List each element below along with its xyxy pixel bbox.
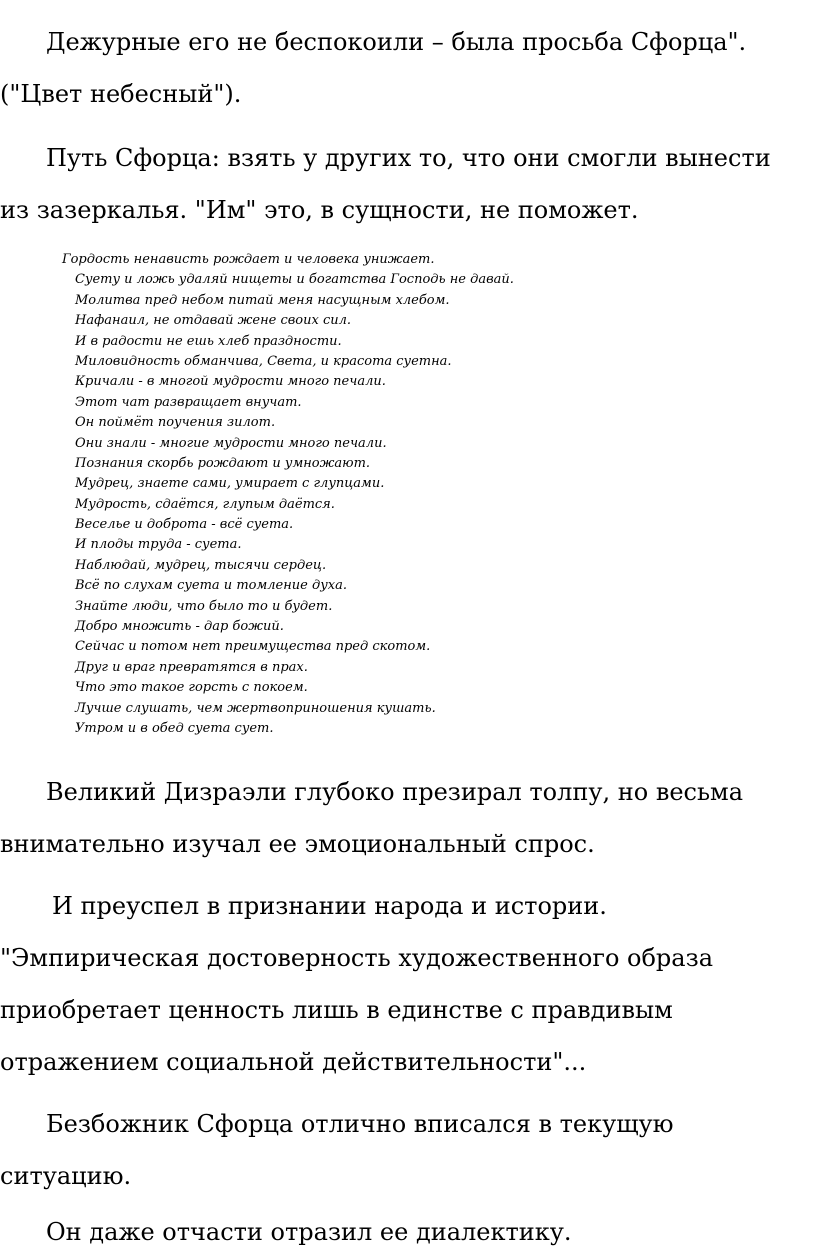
poem-line: Сейчас и потом нет преимущества пред скотом.	[75, 639, 431, 655]
poem-line: Этот чат развращает внучат.	[75, 394, 302, 410]
poem-line: Что это такое горсть с покоем.	[75, 680, 308, 696]
text-line: Путь Сфорца: взять у других то, что они смогли вынести	[46, 144, 771, 172]
poem-line: Утром и в обед суета сует.	[75, 720, 274, 736]
text-line: Безбожник Сфорца отлично вписался в текущую	[46, 1110, 674, 1138]
poem-line: Нафанаил, не отдавай жене своих сил.	[75, 313, 352, 329]
poem-line: Мудрость, сдаётся, глупым даётся.	[75, 496, 335, 512]
text-line: внимательно изучал ее эмоциональный спрос.	[0, 830, 595, 858]
poem-line: Они знали - многие мудрости много печали.	[75, 435, 387, 451]
paragraph-disraeli	[0, 766, 816, 870]
text-line: И преуспел в признании народа и истории.	[52, 892, 607, 920]
paragraph-duty	[0, 16, 816, 120]
poem-line: Познания скорбь рождают и умножают.	[75, 455, 371, 471]
poem-line: Друг и враг превратятся в прах.	[75, 659, 308, 675]
text-line: Великий Дизраэли глубоко презирал толпу, но весьма	[46, 778, 744, 806]
poem-line: Всё по слухам суета и томление духа.	[75, 578, 347, 594]
poem-block	[0, 250, 816, 739]
poem-line: Мудрец, знаете сами, умирает с глупцами.	[75, 476, 385, 492]
paragraph-sforza-path	[0, 132, 816, 236]
text-line: Он даже отчасти отразил ее диалектику.	[46, 1218, 572, 1246]
poem-line: Гордость ненависть рождает и человека унижает.	[62, 252, 435, 267]
poem-line: И в радости не ешь хлеб праздности.	[75, 333, 342, 349]
text-line: из зазеркалья. "Им" это, в сущности, не поможет.	[0, 196, 639, 224]
poem-line: Лучше слушать, чем жертвоприношения кушать.	[75, 700, 436, 716]
text-line: "Эмпирическая достоверность художественного образа	[0, 944, 714, 972]
poem-line: Суету и ложь удаляй нищеты и богатства Господь не давай.	[75, 272, 514, 288]
poem-line: И плоды труда - суета.	[75, 537, 242, 553]
paragraph-recognition	[0, 880, 816, 1088]
poem-line: Он поймёт поучения зилот.	[75, 415, 276, 431]
paragraph-dialectic	[0, 1206, 816, 1258]
poem-line: Наблюдай, мудрец, тысячи сердец.	[75, 557, 327, 573]
poem-line: Кричали - в многой мудрости много печали.	[75, 374, 386, 390]
poem-line: Веселье и доброта - всё суета.	[75, 517, 294, 533]
paragraph-atheist	[0, 1098, 816, 1202]
poem-line: Миловидность обманчива, Света, и красота суетна.	[75, 353, 452, 369]
poem-line: Знайте люди, что было то и будет.	[75, 598, 333, 614]
poem-line: Молитва пред небом питай меня насущным хлебом.	[75, 292, 450, 308]
text-line: отражением социальной действительности"...	[0, 1048, 587, 1076]
poem-line: Добро множить - дар божий.	[75, 619, 284, 635]
text-line: приобретает ценность лишь в единстве с правдивым	[0, 996, 673, 1024]
text-line: ("Цвет небесный").	[0, 80, 242, 108]
text-line: ситуацию.	[0, 1162, 132, 1190]
text-line: Дежурные его не беспокоили – была просьба Сфорца".	[46, 28, 747, 56]
